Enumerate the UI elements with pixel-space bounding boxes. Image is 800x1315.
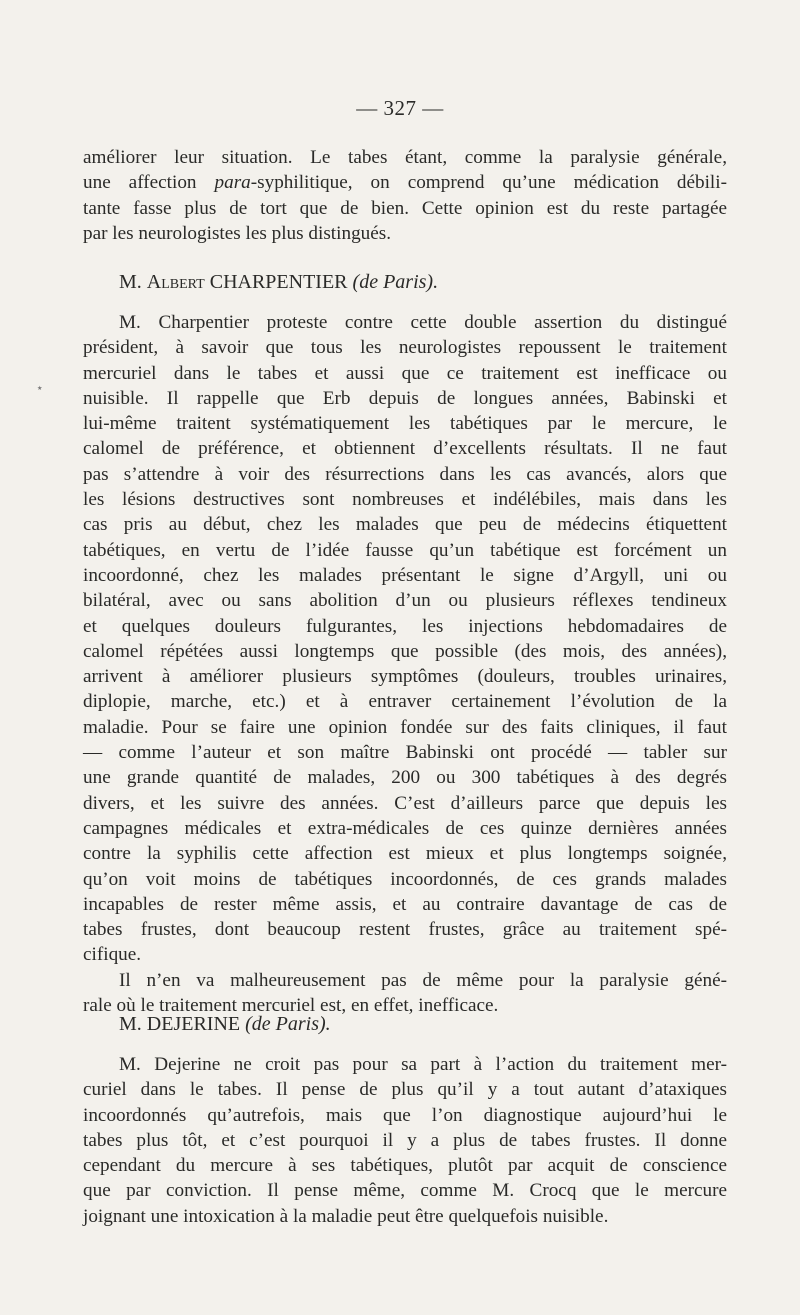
text-line: — comme l’auteur et son maître Babinski ont procédé — tabler sur (83, 742, 727, 764)
text-line: une affection para-syphilitique, on comprend qu’une médication débili- (83, 172, 727, 194)
text-line: tabétiques, en vertu de l’idée fausse qu’un tabétique est forcément un (83, 539, 727, 561)
text-line: nuisible. Il rappelle que Erb depuis de longues années, Babinski et (83, 387, 727, 409)
text-line: cifique. (83, 944, 142, 966)
text-line: joignant une intoxication à la maladie peut être quelquefois nuisible. (83, 1205, 609, 1227)
text-line: maladie. Pour se faire une opinion fondée sur des faits cliniques, il faut (83, 716, 727, 738)
text-line: les lésions destructives sont nombreuses et indélébiles, mais dans les (83, 489, 727, 511)
text-line: incapables de rester même assis, et au contraire davantage de cas de (83, 893, 727, 915)
text-line: curiel dans le tabes. Il pense de plus qu’il y a tout autant d’ataxiques (83, 1079, 727, 1101)
text-line: par les neurologistes les plus distingués. (83, 222, 392, 244)
text-line: qu’on voit moins de tabétiques incoordonnés, de ces grands malades (83, 868, 727, 890)
page-number: — 327 — (356, 96, 444, 120)
text-line: bilatéral, avec ou sans abolition d’un ou plusieurs réflexes tendineux (83, 590, 727, 612)
text-line: améliorer leur situation. Le tabes étant, comme la paralysie générale, (83, 147, 727, 168)
paragraph-dejerine (83, 1052, 727, 1229)
text-line: calomel répétées aussi longtemps que possible (des mois, des années), (83, 640, 727, 662)
text-line: diplopie, marche, etc.) et à entraver certainement l’évolution de la (83, 691, 727, 713)
text-line: incoordonnés qu’autrefois, mais que l’on diagnostique aujourd’hui le (83, 1104, 727, 1126)
text-line: divers, et les suivre des années. C’est d’ailleurs parce que depuis les (83, 792, 727, 814)
paragraph-paralysie (83, 968, 727, 1019)
text-line: M. Dejerine ne croit pas pour sa part à l’action du traitement mer- (119, 1054, 727, 1075)
text-line: pas s’attendre à voir des résurrections dans les cas avancés, alors que (83, 463, 727, 485)
text-line: et quelques douleurs fulgurantes, les injections hebdomadaires de (83, 615, 727, 637)
text-line: rale où le traitement mercuriel est, en effet, inefficace. (83, 995, 499, 1017)
paragraph-charpentier (83, 310, 727, 968)
text-line: Il n’en va malheureusement pas de même pour la paralysie géné- (119, 970, 727, 991)
text-line: une grande quantité de malades, 200 ou 300 tabétiques à des degrés (83, 767, 727, 789)
text-line: président, à savoir que tous les neurologistes repoussent le traitement (83, 337, 727, 359)
text-line: incoordonné, chez les malades présentant le signe d’Argyll, uni ou (83, 564, 727, 586)
text-line: tante fasse plus de tort que de bien. Cette opinion est du reste partagée (83, 197, 727, 219)
text-line: que par conviction. Il pense même, comme M. Crocq que le mercure (83, 1180, 727, 1202)
text-line: calomel de préférence, et obtiennent d’excellents résultats. Il ne faut (83, 438, 727, 460)
text-line: cependant du mercure à ses tabétiques, plutôt par acquit de conscience (83, 1155, 727, 1177)
paragraph-continuation (83, 145, 727, 246)
speaker-heading-charpentier: M. Albert CHARPENTIER (de Paris). (119, 271, 439, 293)
text-line: tabes plus tôt, et c’est pourquoi il y a plus de tabes frustes. Il donne (83, 1129, 727, 1151)
text-line: contre la syphilis cette affection est mieux et plus longtemps soignée, (83, 843, 727, 865)
text-line: mercuriel dans le tabes et aussi que ce traitement est inefficace ou (83, 362, 727, 384)
text-line: arrivent à améliorer plusieurs symptômes (douleurs, troubles urinaires, (83, 666, 727, 688)
text-line: tabes frustes, dont beaucoup restent frustes, grâce au traitement spé- (83, 919, 727, 941)
speaker-heading-dejerine: M. DEJERINE (de Paris). (119, 1013, 331, 1035)
text-line: M. Charpentier proteste contre cette double assertion du distingué (119, 312, 727, 333)
text-line: lui-même traitent systématiquement les tabétiques par le mercure, le (83, 413, 727, 435)
text-line: cas pris au début, chez les malades que peu de médecins étiquettent (83, 514, 727, 536)
margin-mark: ٭ (37, 383, 43, 394)
text-line: campagnes médicales et extra-médicales de ces quinze dernières années (83, 817, 727, 839)
